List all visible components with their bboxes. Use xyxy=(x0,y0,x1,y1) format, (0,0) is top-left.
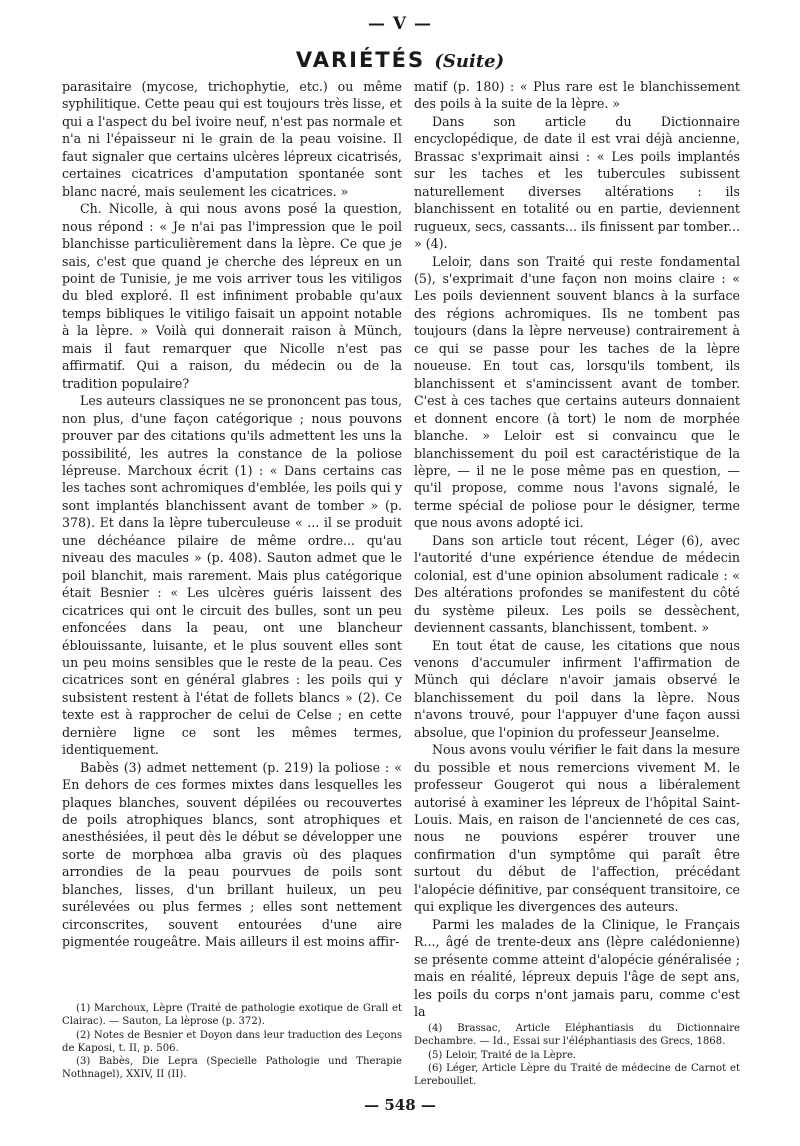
footnote-3: (3) Babès, Die Lepra (Specielle Pathologie und Therapie Nothnagel), XXIV, II (II). xyxy=(62,1056,402,1081)
footnote-4: (4) Brassac, Article Eléphantiasis du Dictionnaire Dechambre. — Id., Essai sur l'éléphantiasis des Grecs, 1868. xyxy=(414,1023,740,1048)
section-title-suffix: (Suite) xyxy=(434,51,505,72)
right-paragraph-1: matif (p. 180) : « Plus rare est le blanchissement des poils à la suite de la lèpre. » xyxy=(414,79,740,112)
footnote-5: (5) Leloir, Traité de la Lèpre. xyxy=(428,1049,577,1061)
section-title-text: VARIÉTÉS xyxy=(295,48,426,72)
footnote-1: (1) Marchoux, Lèpre (Traité de pathologie exotique de Grall et Clairac). — Sauton, La lèprose (p. 372). xyxy=(62,1003,402,1028)
section-title xyxy=(0,48,800,72)
left-paragraph-3: Les auteurs classiques ne se prononcent pas tous, non plus, d'une façon catégorique ; nous pouvons prouver par des citations qu'ils admettent les uns la possibilité, les autres la constance de la poliose lépreuse. Marchoux écrit (1) : « Dans certains cas les taches sont achromiques d'emblée, les poils qui y sont implantés blanchissent avant de tomber » (p. 378). Et dans la lèpre tuberculeuse « ... il se produit une déchéance pilaire de même ordre... qu'au niveau des macules » (p. 408). Sauton admet que le poil blanchit, mais rarement. Mais plus catégorique était Besnier : « Les ulcères guéris laissent des cicatrices qui ont le circuit des bulles, sont un peu enfoncées dans la peau, ont une blancheur éblouissante, luisante, et le plus souvent elles sont un peu moins sensibles que le reste de la peau. Ces cicatrices sont en général glabres : les poils qui y subsistent restent à l'état de follets blancs » (2). Ce texte est à rapprocher de celui de Celse ; en cette dernière ligne ce sont les mêmes termes, identiquement. xyxy=(62,393,402,758)
footnotes-right xyxy=(414,1022,740,1088)
right-paragraph-2: Dans son article du Dictionnaire encyclopédique, de date il est vrai déjà ancienne, Brassac s'exprimait ainsi : « Les poils implantés sur les taches et les tubercules subissent naturellement diverses altérations : ils blanchissent en totalité ou en partie, deviennent rugueux, secs, cassants... ils finissent par tomber... » (4). xyxy=(414,113,741,252)
footnote-6: (6) Léger, Article Lèpre du Traité de médecine de Carnot et Lereboullet. xyxy=(414,1062,740,1088)
page-roman-numeral: — V — xyxy=(367,14,433,34)
left-column xyxy=(62,78,402,951)
right-paragraph-3: Leloir, dans son Traité qui reste fondamental (5), s'exprimait d'une façon non moins claire : « Les poils deviennent souvent blancs à la surface des régions achromiques. Ils ne tombent pas toujours (dans la lèpre nerveuse) contrairement à ce qui se passe pour les taches de la lèpre noueuse. En tout cas, lorsqu'ils tombent, ils blanchissent et s'amincissent avant de tomber. C'est à ces taches que certains auteurs donnaient et donnent encore (à tort) le nom de morphée blanche. » Leloir est si convaincu que le blanchissement du poil est caractéristique de la lèpre, — il ne le pose même pas en question, — qu'il propose, comme nous l'avons signalé, le terme spécial de poliose pour le désigner, terme que nous avons adopté ici. xyxy=(414,253,740,531)
right-column xyxy=(414,78,740,1020)
right-paragraph-4: Dans son article tout récent, Léger (6), avec l'autorité d'une expérience étendue de médecin colonial, est d'une opinion absolument radicale : « Des altérations profondes se manifestent du côté du système pileux. Les poils se dessèchent, deviennent cassants, blanchissent, tombent. » xyxy=(414,532,740,636)
page-number: — 548 — xyxy=(364,1096,436,1114)
left-paragraph-1: parasitaire (mycose, trichophytie, etc.) ou même syphilitique. Cette peau qui est toujours très lisse, et qui a l'aspect du bel ivoire neuf, n'est pas normale et n'a ni l'épaisseur ni le grain de la peau voisine. Il faut signaler que certains ulcères lépreux cicatrisés, certaines cicatrices d'amputation spontanée sont blanc nacré, mais seulement les cicatrices. » xyxy=(62,79,402,199)
right-paragraph-5: En tout état de cause, les citations que nous venons d'accumuler infirment l'affirmation de Münch qui déclare n'avoir jamais observé le blanchissement du poil dans la lèpre. Nous n'avons trouvé, pour l'appuyer d'une façon aussi absolue, que l'opinion du professeur Jeanselme. xyxy=(414,637,740,740)
right-paragraph-7: Parmi les malades de la Clinique, le Français R..., âgé de trente-deux ans (lèpre calédonienne) se présente comme atteint d'alopécie généralisée ; mais en réalité, lépreux depuis l'âge de sept ans, les poils du corps n'ont jamais paru, comme c'est la xyxy=(414,916,740,1020)
left-paragraph-2: Ch. Nicolle, à qui nous avons posé la question, nous répond : « Je n'ai pas l'impression que le poil blanchisse particulièrement dans la lèpre. Ce que je sais, c'est que quand je cherche des lépreux en un point de Tunisie, je me vois arriver tous les vitiligos du bled exploré. Il est infiniment probable qu'aux temps bibliques le vitiligo faisait un appoint notable à la lèpre. » Voilà qui donnerait raison à Münch, mais il faut remarquer que Nicolle n'est pas affirmatif. Qui a raison, du médecin ou de la tradition populaire? xyxy=(62,201,402,391)
left-paragraph-4: Babès (3) admet nettement (p. 219) la poliose : « En dehors de ces formes mixtes dans lesquelles les plaques blanches, souvent dépilées ou recouvertes de poils atrophiques blancs, sont atrophiques et anesthésiées, il peut dès le début se développer une sorte de morphœa alba gravis où des plaques arrondies de la peau pourvues de poils sont blanches, lisses, d'un brillant huileux, un peu surélevées ou plus fermes ; elles sont nettement circonscrites, souvent entourées d'une aire pigmentée rougeâtre. Mais ailleurs il est moins affir- xyxy=(62,759,402,950)
right-paragraph-6: Nous avons voulu vérifier le fait dans la mesure du possible et nous remercions vivement M. le professeur Gougerot qui nous a libéralement autorisé à examiner les lépreux de l'hôpital Saint-Louis. Mais, en raison de l'ancienneté de ces cas, nous ne pouvions espérer trouver une confirmation d'un symptôme qui paraît être surtout du début de l'affection, précédant l'alopécie définitive, par conséquent transitoire, ce qui explique les divergences des auteurs. xyxy=(414,742,740,915)
footnote-2: (2) Notes de Besnier et Doyon dans leur traduction des Leçons de Kaposi, t. II, p. 506. xyxy=(62,1029,402,1054)
footnotes-left xyxy=(62,1002,402,1082)
